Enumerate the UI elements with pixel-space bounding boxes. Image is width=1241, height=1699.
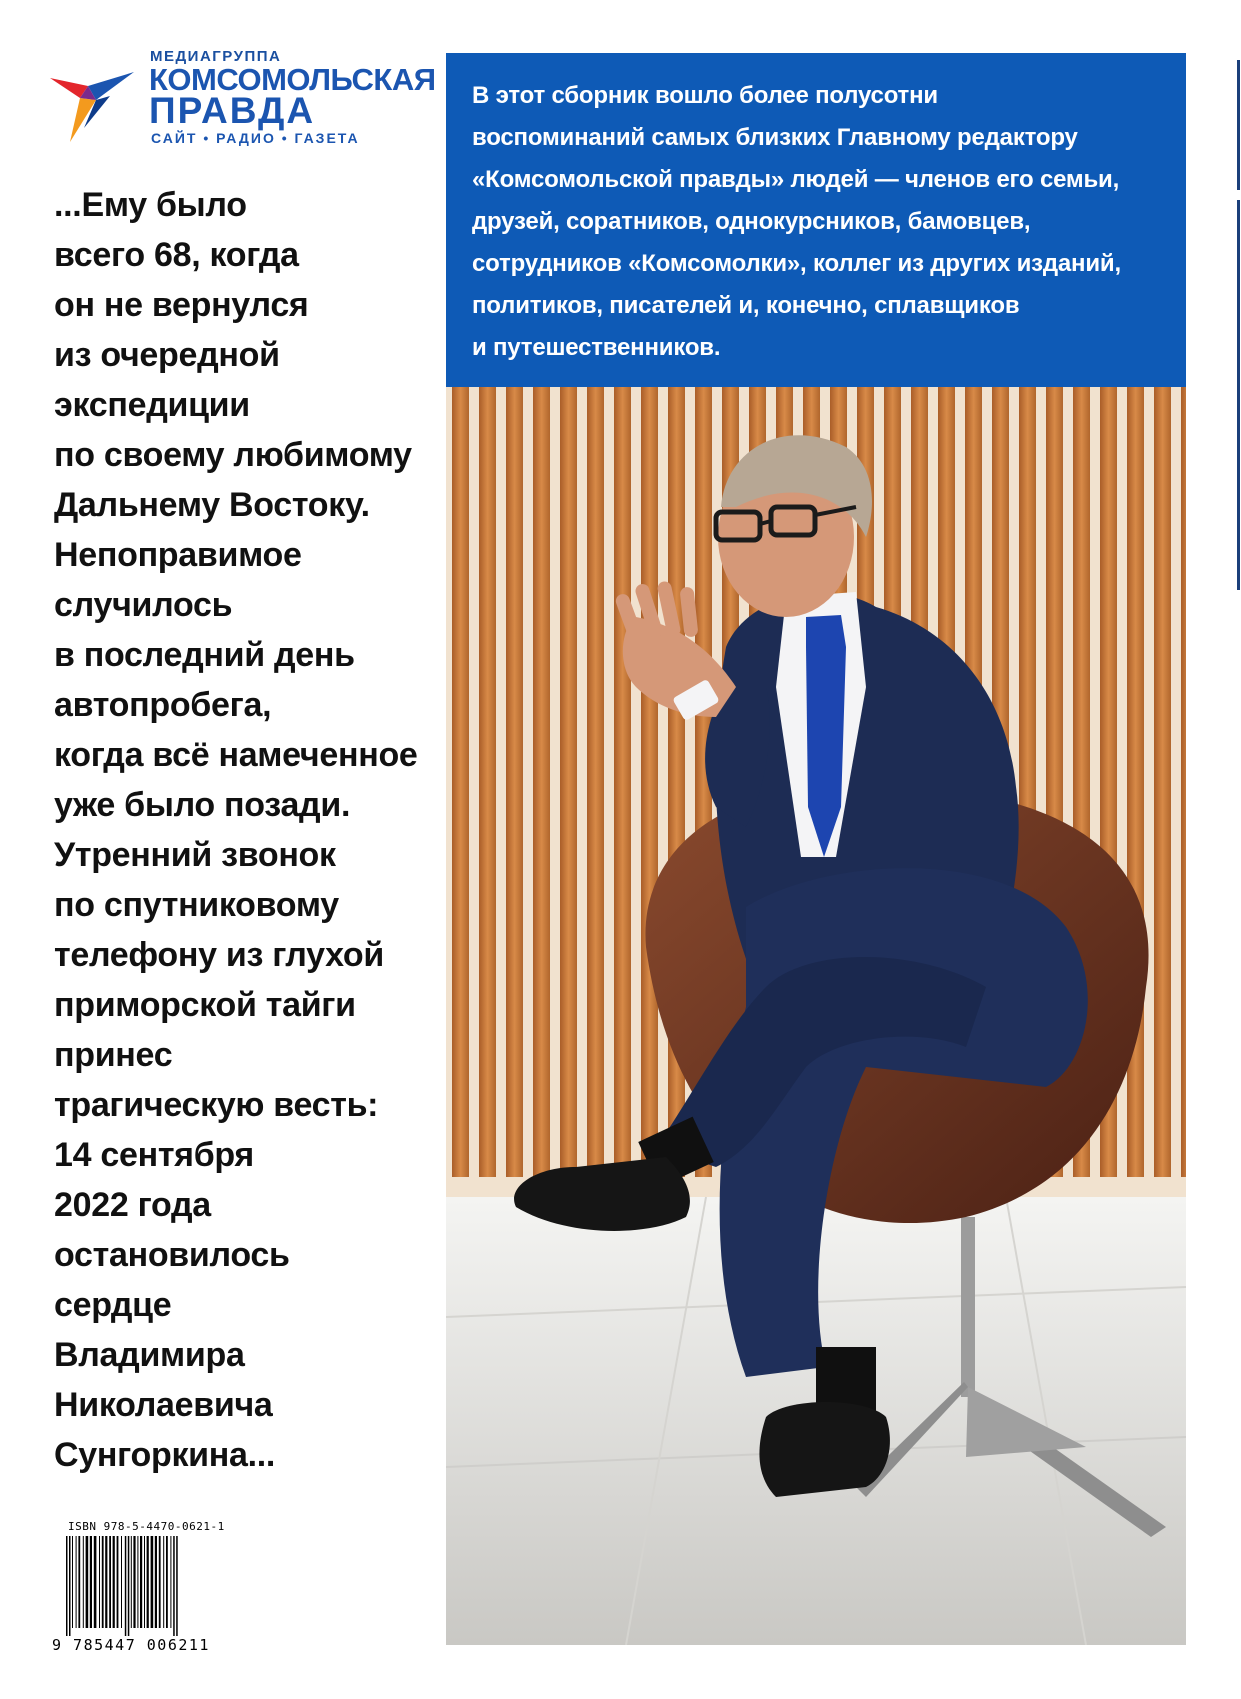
barcode-bar	[66, 1536, 68, 1636]
barcode-bar	[102, 1536, 104, 1628]
barcode-bar	[105, 1536, 107, 1628]
barcode-bar	[140, 1536, 142, 1628]
wood-slat	[1181, 387, 1186, 1177]
barcode-bar	[163, 1536, 164, 1628]
memorial-text-line: приморской тайги	[54, 986, 356, 1024]
wood-slat	[533, 387, 550, 1177]
logo-title-line1: КОМСОМОЛЬСКАЯ	[149, 62, 436, 97]
memorial-text-line: в последний день	[54, 636, 355, 674]
memorial-text-line: сердце	[54, 1286, 172, 1324]
wood-slat	[614, 387, 631, 1177]
memorial-text-line: когда всё намеченное	[54, 736, 418, 774]
wood-slat	[1154, 387, 1171, 1177]
memorial-text-line: принес	[54, 1036, 173, 1074]
barcode-bar	[76, 1536, 77, 1628]
blurb-line: политиков, писателей и, конечно, сплавщиков	[472, 292, 1020, 319]
barcode-bar	[170, 1536, 171, 1628]
bird-logo-icon	[50, 58, 134, 142]
barcode-bar	[125, 1536, 127, 1636]
barcode-bar	[90, 1536, 92, 1628]
memorial-text-line: Николаевича	[54, 1386, 273, 1424]
edge-fragment	[1237, 60, 1240, 190]
logo-tagline: САЙТ • РАДИО • ГАЗЕТА	[151, 130, 360, 146]
barcode-bar	[147, 1536, 149, 1628]
barcode-bar	[83, 1536, 84, 1628]
wood-slat	[641, 387, 658, 1177]
barcode-bar	[72, 1536, 73, 1628]
logo-mediagroup-text: МЕДИАГРУППА	[150, 48, 282, 65]
memorial-text-line: уже было позади.	[54, 786, 351, 824]
wood-slat	[506, 387, 523, 1177]
wood-slat	[452, 387, 469, 1177]
barcode-bar	[128, 1536, 130, 1636]
blurb-line: сотрудников «Комсомолки», коллег из других изданий,	[472, 250, 1121, 277]
memorial-text-line: автопробега,	[54, 686, 272, 724]
barcode-bar	[109, 1536, 111, 1628]
memorial-text-line: экспедиции	[54, 386, 250, 424]
memorial-text-line: по своему любимому	[54, 436, 412, 474]
barcode-bar	[137, 1536, 138, 1628]
memorial-text-line: телефону из глухой	[54, 936, 384, 974]
memorial-text-line: Непоправимое	[54, 536, 302, 574]
memorial-text-line: случилось	[54, 586, 233, 624]
barcode-bar	[133, 1536, 135, 1628]
barcode-bar	[159, 1536, 161, 1628]
barcode-bar	[131, 1536, 132, 1628]
barcode-bar	[151, 1536, 154, 1628]
memorial-text-line: из очередной	[54, 336, 280, 374]
memorial-text-line: он не вернулся	[54, 286, 309, 324]
memorial-text-line: ...Ему было	[54, 186, 247, 224]
barcode-digits: 9 785447 006211	[52, 1636, 210, 1654]
edge-fragment	[1237, 200, 1240, 590]
barcode-bar	[69, 1536, 71, 1636]
blurb-line: и путешественников.	[472, 334, 721, 361]
barcode	[66, 1536, 238, 1636]
memorial-text-line: Владимира	[54, 1336, 245, 1374]
blurb-line: В этот сборник вошло более полусотни	[472, 82, 938, 109]
memorial-text-line: 2022 года	[54, 1186, 211, 1224]
blurb-line: «Комсомольской правды» людей — членов его семьи,	[472, 166, 1120, 193]
barcode-bar	[121, 1536, 122, 1628]
logo-title-line2: ПРАВДА	[149, 90, 316, 131]
wood-slat	[479, 387, 496, 1177]
barcode-bar	[166, 1536, 168, 1628]
memorial-text-line: всего 68, когда	[54, 236, 299, 274]
blurb-text	[472, 75, 1172, 369]
barcode-bar	[99, 1536, 100, 1628]
blurb-line: воспоминаний самых близких Главному редактору	[472, 124, 1078, 151]
memorial-text-line: 14 сентября	[54, 1136, 254, 1174]
barcode-bar	[144, 1536, 145, 1628]
barcode-bar	[173, 1536, 175, 1636]
barcode-bar	[176, 1536, 178, 1636]
memorial-text-line: трагическую весть:	[54, 1086, 379, 1124]
barcode-bar	[117, 1536, 119, 1628]
memorial-text-line: Сунгоркина...	[54, 1436, 276, 1474]
barcode-bar	[94, 1536, 97, 1628]
isbn-label: ISBN 978-5-4470-0621-1	[68, 1520, 225, 1533]
barcode-bar	[155, 1536, 157, 1628]
barcode-bar	[78, 1536, 80, 1628]
memorial-text-line: Дальнему Востоку.	[54, 486, 370, 524]
barcode-bar	[113, 1536, 115, 1628]
publisher-logo	[50, 48, 436, 148]
blurb-panel	[446, 53, 1186, 387]
barcode-bar	[86, 1536, 89, 1628]
memorial-text	[54, 180, 424, 1480]
blurb-line: друзей, соратников, однокурсников, бамовцев,	[472, 208, 1031, 235]
memorial-text-line: остановилось	[54, 1236, 290, 1274]
portrait-illustration	[446, 387, 1186, 1645]
memorial-text-line: по спутниковому	[54, 886, 339, 924]
wood-slat	[560, 387, 577, 1177]
portrait-photo	[446, 387, 1186, 1645]
memorial-text-line: Утренний звонок	[54, 836, 336, 874]
wood-slat	[587, 387, 604, 1177]
